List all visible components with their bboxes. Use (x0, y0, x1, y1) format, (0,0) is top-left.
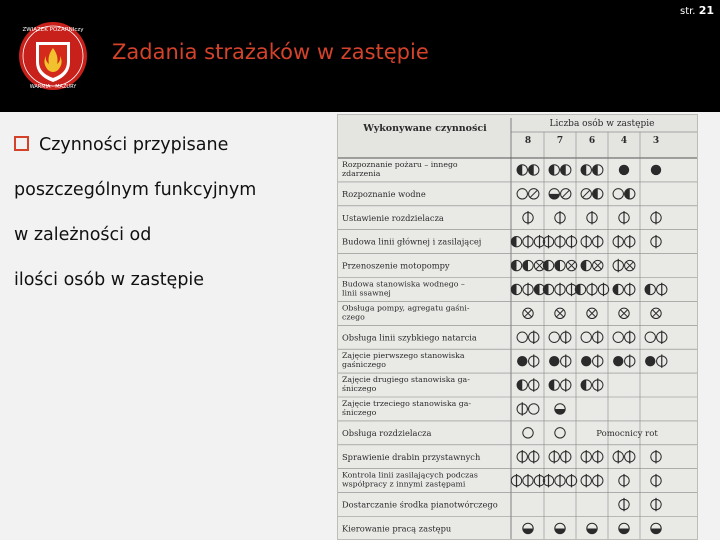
table-row-label: Zajęcie pierwszego stanowiska (342, 351, 465, 361)
symbol-cross-lines (652, 310, 659, 317)
symbol-ring (581, 332, 591, 342)
table-row-label: śniczego (342, 384, 377, 394)
symbol-ring (517, 189, 527, 199)
symbol-ring (555, 428, 565, 438)
symbol-cross-lines (594, 262, 601, 269)
symbol-slash-line (562, 190, 569, 197)
table-row-label: Przenoszenie motopompy (342, 260, 450, 271)
slide-title: Zadania strażaków w zastępie (112, 40, 429, 64)
symbol-ring (523, 428, 533, 438)
symbol-top-fill (555, 528, 565, 533)
table-row-label: linii ssawnej (342, 288, 391, 298)
symbol-half-fill (511, 260, 516, 270)
symbol-slash-line (530, 190, 537, 197)
svg-text:ZWIĄZEK POŻARNIczy: ZWIĄZEK POŻARNIczy (22, 27, 84, 33)
symbol-half-fill (613, 284, 618, 294)
table-row-label: Zajęcie drugiego stanowiska ga- (342, 375, 470, 385)
table-row-label: zdarzenia (342, 169, 381, 178)
symbol-full-circle (645, 356, 655, 366)
fire-brigade-logo (18, 20, 88, 92)
crew-size-label: 3 (652, 136, 660, 146)
symbol-full-circle (581, 356, 591, 366)
symbol-top-fill (555, 409, 565, 414)
symbol-half-fill (534, 284, 539, 294)
symbol-full-circle (517, 356, 527, 366)
table-row-label: Dostarczanie środka pianotwórczego (342, 499, 498, 510)
crew-size-label: 7 (556, 136, 564, 146)
table-row-label: śniczego (342, 408, 377, 417)
symbol-half-fill (549, 165, 554, 175)
symbol-half-fill (581, 260, 586, 270)
symbol-cross-lines (626, 262, 633, 269)
table-row-label: Kontrola linii zasilających podczas (342, 470, 478, 480)
table-row-label: gaśniczego (342, 360, 386, 370)
symbol-top-fill (523, 528, 533, 533)
symbol-half-fill (645, 284, 650, 294)
symbol-full-circle (549, 356, 559, 366)
table-row-label: Budowa stanowiska wodnego – (342, 279, 465, 289)
crew-size-label: 6 (588, 136, 596, 146)
crew-size-label: 4 (620, 136, 628, 146)
symbol-cross-lines (620, 310, 627, 317)
symbol-cross-lines (568, 262, 575, 269)
crew-tasks-table-image (337, 114, 698, 540)
symbol-cross-lines (536, 262, 543, 269)
table-row-label: Obsługa rozdzielacza (342, 427, 432, 438)
bullet-line-4: ilości osób w zastępie (14, 270, 205, 290)
symbol-cross-lines (524, 310, 531, 317)
symbol-ring (645, 332, 655, 342)
bullet-line-1: Czynności przypisane (14, 130, 324, 175)
symbol-cross-lines (556, 310, 563, 317)
page-number: str. 21 (679, 4, 714, 17)
bullet-text (14, 130, 324, 310)
table-row-label: Ustawienie rozdzielacza (342, 212, 444, 223)
symbol-ring (613, 189, 623, 199)
symbol-half-fill (555, 260, 560, 270)
symbol-half-fill (593, 165, 598, 175)
symbol-ring (613, 332, 623, 342)
table-row-label: Sprawienie drabin przystawnych (342, 451, 481, 462)
symbol-ring (529, 404, 539, 414)
symbol-half-fill (561, 165, 566, 175)
slide-header (0, 0, 720, 112)
symbol-half-fill (517, 380, 522, 390)
svg-text:WARMIA · MAZURY: WARMIA · MAZURY (29, 84, 77, 90)
symbol-half-fill (625, 189, 630, 199)
table-row-label: Obsługa linii szybkiego natarcia (342, 332, 477, 343)
table-header-crew-size: Liczba osób w zastępie (549, 119, 655, 129)
symbol-half-fill (581, 380, 586, 390)
table-row-label: Rozpoznanie wodne (342, 188, 426, 199)
symbol-ring (517, 332, 527, 342)
slide-content (0, 112, 720, 540)
table-header-tasks: Wykonywane czynności (363, 123, 487, 134)
symbol-half-fill (511, 284, 516, 294)
symbol-ring (549, 332, 559, 342)
symbol-top-fill (587, 528, 597, 533)
table-row-label: czego (342, 312, 365, 322)
table-row-label: Kierowanie pracą zastępu (342, 523, 452, 534)
symbol-full-circle (613, 356, 623, 366)
table-row-label: Budowa linii głównej i zasilającej (342, 236, 482, 247)
table-row-label: Obsługa pompy, agregatu gaśni- (342, 303, 470, 313)
symbol-half-fill (517, 165, 522, 175)
symbol-cross-lines (588, 310, 595, 317)
table-note-helpers: Pomocnicy rot (596, 428, 658, 439)
bullet-line-3: w zależności od (14, 225, 152, 245)
bullet-square-icon (14, 136, 29, 151)
symbol-half-fill (549, 380, 554, 390)
symbol-top-fill (651, 528, 661, 533)
symbol-half-fill (593, 189, 598, 199)
table-row-label: Rozpoznanie pożaru – innego (342, 160, 458, 169)
bullet-line-2: poszczególnym funkcyjnym (14, 180, 257, 200)
symbol-half-fill (511, 236, 516, 246)
symbol-full-circle (619, 165, 629, 175)
symbol-full-circle (651, 165, 661, 175)
symbol-slash-line (583, 190, 590, 197)
crew-size-label: 8 (524, 136, 532, 146)
table-row-label: Zajęcie trzeciego stanowiska ga- (342, 399, 472, 408)
symbol-half-fill (529, 165, 534, 175)
symbol-top-fill (549, 194, 559, 199)
symbol-half-fill (581, 165, 586, 175)
symbol-top-fill (619, 528, 629, 533)
table-row-label: współpracy z innymi zastępami (342, 479, 466, 489)
symbol-half-fill (523, 260, 528, 270)
